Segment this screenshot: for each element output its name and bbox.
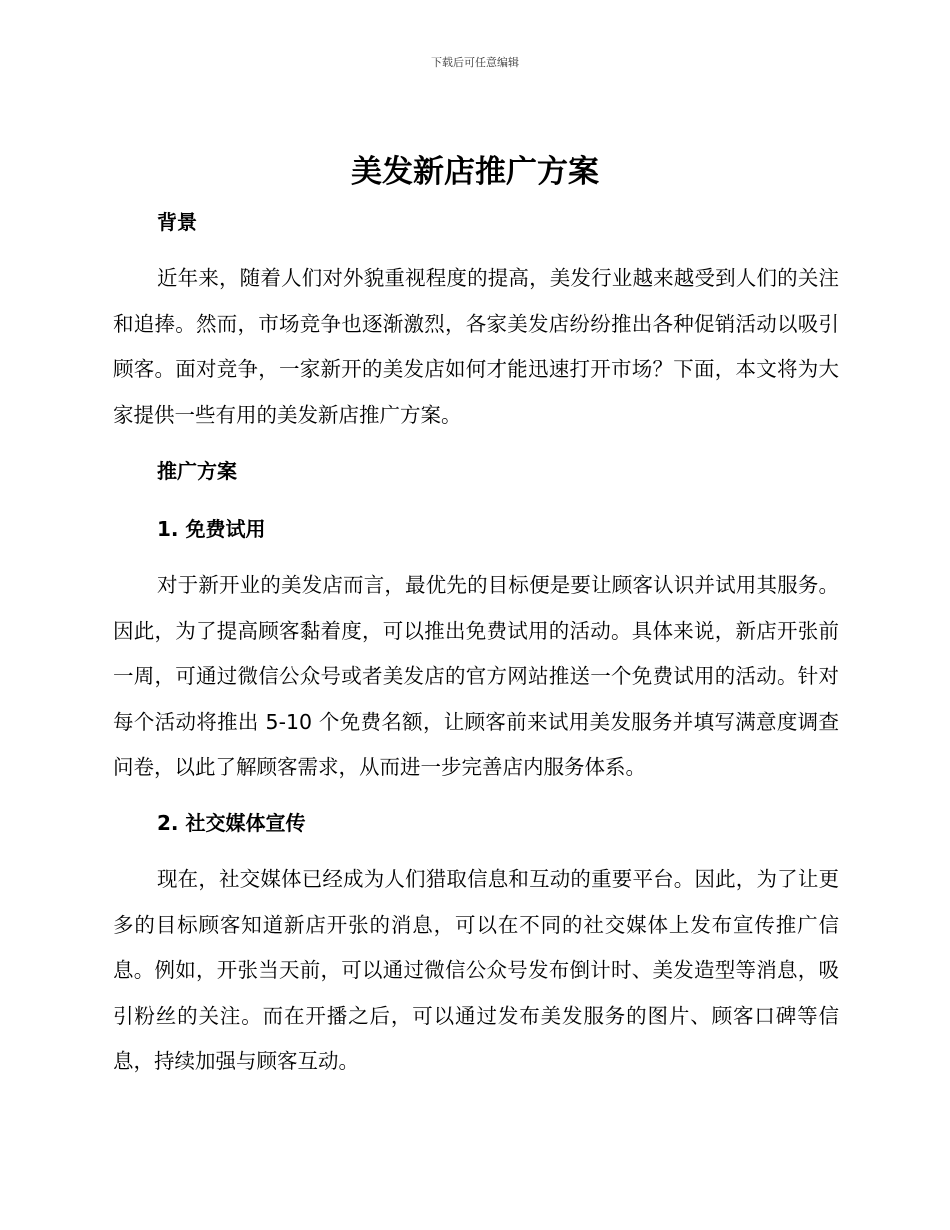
section1-paragraph: 对于新开业的美发店而言，最优先的目标便是要让顾客认识并试用其服务。因此，为了提高顾客黏着度，可以推出免费试用的活动。具体来说，新店开张前一周，可通过微信公众号或者美发店的官方网站推送一个免费试用的活动。针对每个活动将推出 5-10 个免费名额，让顾客前来试用美发服务并填写满意度调查问卷，以此了解顾客需求，从而进一步完善店内服务体系。 bbox=[113, 573, 839, 779]
section2-paragraph: 现在，社交媒体已经成为人们猎取信息和互动的重要平台。因此，为了让更多的目标顾客知道新店开张的消息，可以在不同的社交媒体上发布宣传推广信息。例如，开张当天前，可以通过微信公众号发布倒计时、美发造型等消息，吸引粉丝的关注。而在开播之后，可以通过发布美发服务的图片、顾客口碑等信息，持续加强与顾客互动。 bbox=[113, 867, 839, 1073]
section1-heading: 1. 免费试用 bbox=[157, 517, 266, 541]
plan-heading: 推广方案 bbox=[157, 459, 237, 483]
background-paragraph: 近年来，随着人们对外貌重视程度的提高，美发行业越来越受到人们的关注和追捧。然而，市场竞争也逐渐激烈，各家美发店纷纷推出各种促销活动以吸引顾客。面对竞争，一家新开的美发店如何才能迅速打开市场？下面，本文将为大家提供一些有用的美发新店推广方案。 bbox=[113, 266, 839, 427]
page-header: 下载后可任意编辑 bbox=[431, 56, 519, 69]
background-heading: 背景 bbox=[157, 210, 197, 234]
document-title: 美发新店推广方案 bbox=[351, 154, 599, 190]
section2-heading: 2. 社交媒体宣传 bbox=[157, 811, 306, 835]
